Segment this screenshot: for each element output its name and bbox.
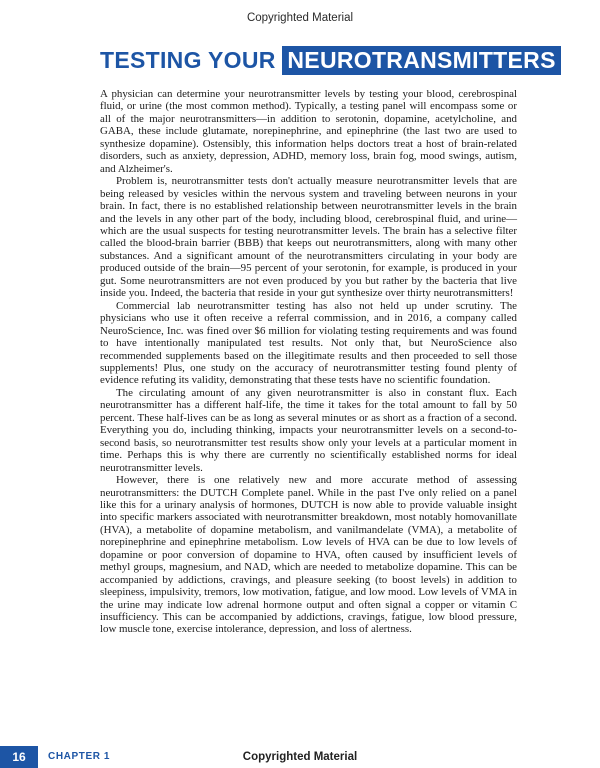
- copyright-notice-bottom: Copyrighted Material: [242, 751, 358, 763]
- title-highlighted-text: NEUROTRANSMITTERS: [282, 46, 560, 75]
- body-text: [100, 88, 517, 636]
- paragraph-3: Commercial lab neurotransmitter testing has also not held up under scrutiny. The physicians who use it often receive a referral commission, and in 2016, a company called NeuroScience, Inc. was fined over $6 million for violating testing requirements and was found to have intentionally manipulated test results. Not only that, but NeuroScience also recommended supplements based on the illegitimate results and then proceeded to sell those supplements! Plus, one study on the accuracy of neurotransmitter testing found plenty of evidence refuting its validity, demonstrating that these tests have no scientific foundation.: [100, 299, 517, 387]
- chapter-label: CHAPTER 1: [48, 751, 111, 762]
- paragraph-4: The circulating amount of any given neurotransmitter is also in constant flux. Each neurotransmitter has a different half-life, the time it takes for the total amount to fall by 50 percent. These half-lives can be as long as several minutes or as short as a fraction of a second. Everything you do, including thinking, impacts your neurotransmitter levels on a second-to-second basis, so neurotransmitter test results show only your levels at a particular moment in time. Perhaps this is why there are currently no scientifically established norms for ideal neurotransmitter levels.: [100, 386, 517, 474]
- page-title: [100, 47, 561, 74]
- paragraph-5: However, there is one relatively new and more accurate method of assessing neurotransmitters: the DUTCH Complete panel. While in the past I've only relied on a panel like this for a urinary analysis of hormones, DUTCH is now able to provide valuable insight into specific markers associated with neurotransmitter breakdown, most notably homovanillate (HVA), a metabolite of dopamine metabolism, and vanilmandelate (VMA), a metabolite of norepinephrine and epinephrine metabolism. Low levels of HVA can be due to low levels of dopamine or poor conversion of dopamine to HVA, often caused by insufficient levels of methyl groups, magnesium, and NAD, which are needed to metabolize dopamine. This can be accompanied by addictions, cravings, and pleasure seeking (to boost levels) in addition to sleepiness, impulsivity, tremors, low motivation, fatigue, and low mood. Low levels of VMA in the urine may indicate low adrenal hormone output and often signal a copper or vitamin C insufficiency. This can be accompanied by addictions, cravings, fatigue, low blood pressure, low muscle tone, exercise intolerance, depression, and loss of alertness.: [100, 474, 517, 636]
- copyright-notice-top: Copyrighted Material: [246, 12, 354, 24]
- paragraph-2: Problem is, neurotransmitter tests don't actually measure neurotransmitter levels that are being released by vesicles within the nervous system and traveling between neurons in your brain. In fact, there is no established relationship between neurotransmitter levels in the brain and the levels in any other part of the body, including blood, cerebrospinal fluid, and urine—which are the usual suspects for testing neurotransmitter levels. The brain has a selective filter called the blood-brain barrier (BBB) that keeps out neurotransmitters, along with many other substances. And a significant amount of the neurotransmitters circulating in your body are produced outside of the brain—95 percent of your serotonin, for example, is produced in your gut. Some neurotransmitters are not even produced by you but rather by the bacteria that live inside you. Indeed, the bacteria that reside in your gut synthesize over thirty neurotransmitters!: [100, 175, 517, 300]
- page-number: 16: [12, 750, 26, 764]
- page-number-badge: [0, 746, 38, 768]
- paragraph-1: A physician can determine your neurotransmitter levels by testing your blood, cerebrospinal fluid, or urine (the most common method). Typically, a testing panel will encompass some or all of the major neurotransmitters—in addition to serotonin, dopamine, acetylcholine, and GABA, these include glutamate, norepinephrine, and epinephrine (the last two are used to synthesize dopamine). Ostensibly, this information helps doctors treat a host of brain-related disorders, such as anxiety, depression, ADHD, memory loss, brain fog, mood swings, autism, and Alzheimer's.: [100, 88, 517, 175]
- title-plain-text: TESTING YOUR: [100, 47, 283, 73]
